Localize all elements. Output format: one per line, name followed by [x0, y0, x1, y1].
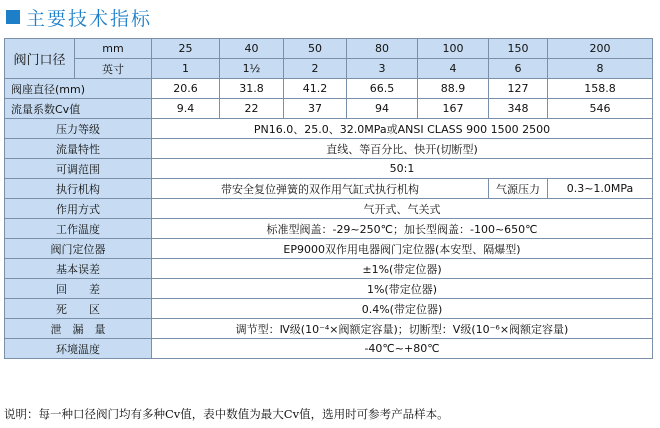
- pressure-label: 压力等级: [5, 119, 152, 139]
- table-row: [5, 339, 653, 359]
- seat-label: 阀座直径(mm): [5, 79, 152, 99]
- table-cell: 80: [347, 39, 418, 59]
- hysteresis-label: 回 差: [5, 279, 152, 299]
- leakage-label: 泄 漏 量: [5, 319, 152, 339]
- table-cell: 1½: [220, 59, 284, 79]
- table-cell: 20.6: [152, 79, 220, 99]
- table-row: [5, 139, 653, 159]
- flow-label: 流量特性: [5, 139, 152, 159]
- table-row: [5, 179, 653, 199]
- title-text: 主要技术指标: [26, 7, 153, 30]
- table-cell: 37: [284, 99, 347, 119]
- table-cell: 2: [284, 59, 347, 79]
- table-cell: 8: [548, 59, 653, 79]
- table-cell: 4: [418, 59, 489, 79]
- table-cell: 40: [220, 39, 284, 59]
- positioner-label: 阀门定位器: [5, 239, 152, 259]
- section-title: [4, 4, 152, 30]
- table-cell: 150: [489, 39, 548, 59]
- positioner-value: EP9000双作用电器阀门定位器(本安型、隔爆型): [152, 239, 653, 259]
- air-pressure-value: 0.3~1.0MPa: [548, 179, 653, 199]
- table-cell: 167: [418, 99, 489, 119]
- table-row: [5, 279, 653, 299]
- table-row: [5, 159, 653, 179]
- table-row: [5, 99, 653, 119]
- temp-label: 工作温度: [5, 219, 152, 239]
- table-cell: 9.4: [152, 99, 220, 119]
- temp-value: 标准型阀盖：-29~250℃；加长型阀盖：-100~650℃: [152, 219, 653, 239]
- table-row: [5, 39, 653, 59]
- table-cell: 50: [284, 39, 347, 59]
- range-label: 可调范围: [5, 159, 152, 179]
- table-cell: 94: [347, 99, 418, 119]
- inch-label: 英寸: [75, 59, 152, 79]
- range-value: 50:1: [152, 159, 653, 179]
- error-label: 基本误差: [5, 259, 152, 279]
- air-pressure-label: 气源压力: [489, 179, 548, 199]
- cv-label: 流量系数Cv值: [5, 99, 152, 119]
- size-label: 阀门口径: [5, 39, 75, 79]
- table-cell: 158.8: [548, 79, 653, 99]
- table-row: [5, 59, 653, 79]
- table-cell: 66.5: [347, 79, 418, 99]
- table-cell: 546: [548, 99, 653, 119]
- table-cell: 1: [152, 59, 220, 79]
- table-cell: 25: [152, 39, 220, 59]
- table-row: [5, 259, 653, 279]
- table-row: [5, 319, 653, 339]
- deadband-label: 死 区: [5, 299, 152, 319]
- error-value: ±1%(带定位器): [152, 259, 653, 279]
- table-cell: 41.2: [284, 79, 347, 99]
- table-cell: 6: [489, 59, 548, 79]
- table-row: [5, 219, 653, 239]
- hysteresis-value: 1%(带定位器): [152, 279, 653, 299]
- ambient-label: 环境温度: [5, 339, 152, 359]
- actuator-value: 带安全复位弹簧的双作用气缸式执行机构: [152, 179, 489, 199]
- action-label: 作用方式: [5, 199, 152, 219]
- table-cell: 22: [220, 99, 284, 119]
- pressure-value: PN16.0、25.0、32.0MPa或ANSI CLASS 900 1500 2500: [152, 119, 653, 139]
- ambient-value: -40℃~+80℃: [152, 339, 653, 359]
- table-cell: 88.9: [418, 79, 489, 99]
- table-cell: 100: [418, 39, 489, 59]
- table-cell: 3: [347, 59, 418, 79]
- table-cell: 31.8: [220, 79, 284, 99]
- table-row: [5, 199, 653, 219]
- table-cell: 127: [489, 79, 548, 99]
- table-cell: 348: [489, 99, 548, 119]
- spec-table: [4, 38, 653, 359]
- title-square-icon: [6, 10, 20, 24]
- table-row: [5, 239, 653, 259]
- mm-label: mm: [75, 39, 152, 59]
- action-value: 气开式、气关式: [152, 199, 653, 219]
- deadband-value: 0.4%(带定位器): [152, 299, 653, 319]
- flow-value: 直线、等百分比、快开(切断型): [152, 139, 653, 159]
- actuator-label: 执行机构: [5, 179, 152, 199]
- table-cell: 200: [548, 39, 653, 59]
- table-row: [5, 79, 653, 99]
- leakage-value: 调节型：Ⅳ级(10⁻⁴×阀额定容量)；切断型：Ⅴ级(10⁻⁶×阀额定容量): [152, 319, 653, 339]
- table-row: [5, 299, 653, 319]
- table-row: [5, 119, 653, 139]
- footnote: 说明：每一种口径阀门均有多种Cv值，表中数值为最大Cv值，选用时可参考产品样本。: [4, 407, 449, 421]
